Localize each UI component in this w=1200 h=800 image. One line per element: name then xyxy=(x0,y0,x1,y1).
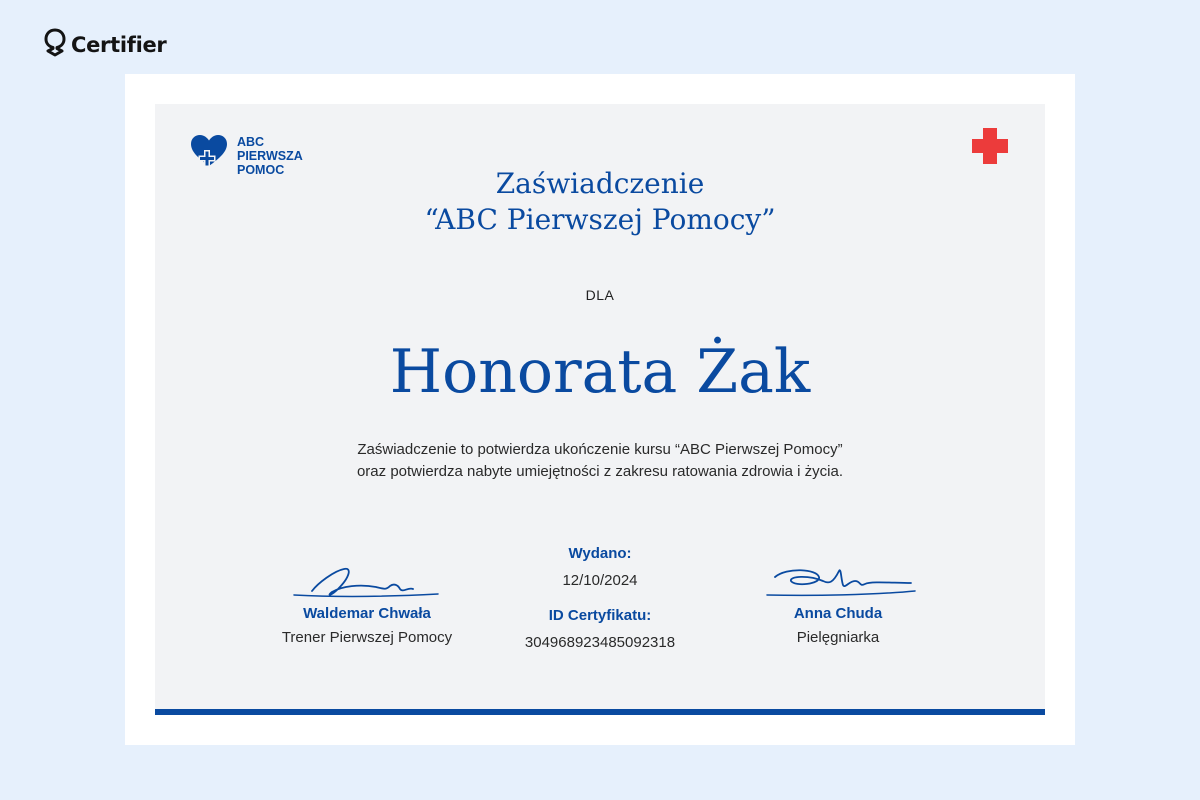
title-line: Zaświadczenie xyxy=(495,167,705,200)
signer-role: Pielęgniarka xyxy=(796,629,880,646)
organization-name-line: POMOC xyxy=(237,163,285,177)
organization-name-line: ABC xyxy=(237,135,265,149)
for-label: DLA xyxy=(585,287,615,303)
signer-block-right xyxy=(708,559,968,646)
signature-image xyxy=(282,559,452,601)
signer-role: Trener Pierwszej Pomocy xyxy=(281,629,453,646)
certifier-brand xyxy=(44,29,166,61)
recipient-name: Honorata Żak xyxy=(389,337,811,407)
signature-image xyxy=(753,559,923,601)
issue-details xyxy=(470,545,730,652)
brand-name: Certifier xyxy=(71,33,167,57)
issued-date: 12/10/2024 xyxy=(562,572,638,589)
certificate xyxy=(155,104,1045,715)
description-line: oraz potwierdza nabyte umiejętności z zakresu ratowania zdrowia i życia. xyxy=(356,463,844,480)
red-cross-icon xyxy=(970,126,1010,166)
organization-name-line: PIERWSZA xyxy=(237,149,303,163)
certificate-description xyxy=(155,439,1045,483)
certificate-bottom-bar xyxy=(155,709,1045,715)
signer-name: Anna Chuda xyxy=(793,605,883,622)
description-line: Zaświadczenie to potwierdza ukończenie kursu “ABC Pierwszej Pomocy” xyxy=(357,441,843,458)
title-line: “ABC Pierwszej Pomocy” xyxy=(424,203,776,236)
certificate-title xyxy=(155,166,1045,238)
certificate-id-label: ID Certyfikatu: xyxy=(548,607,652,624)
issued-label: Wydano: xyxy=(568,545,632,562)
certifier-logo-icon xyxy=(44,28,66,63)
signer-block-left xyxy=(237,559,497,646)
certificate-id-value: 304968923485092318 xyxy=(524,634,676,651)
signer-name: Waldemar Chwała xyxy=(303,605,431,622)
